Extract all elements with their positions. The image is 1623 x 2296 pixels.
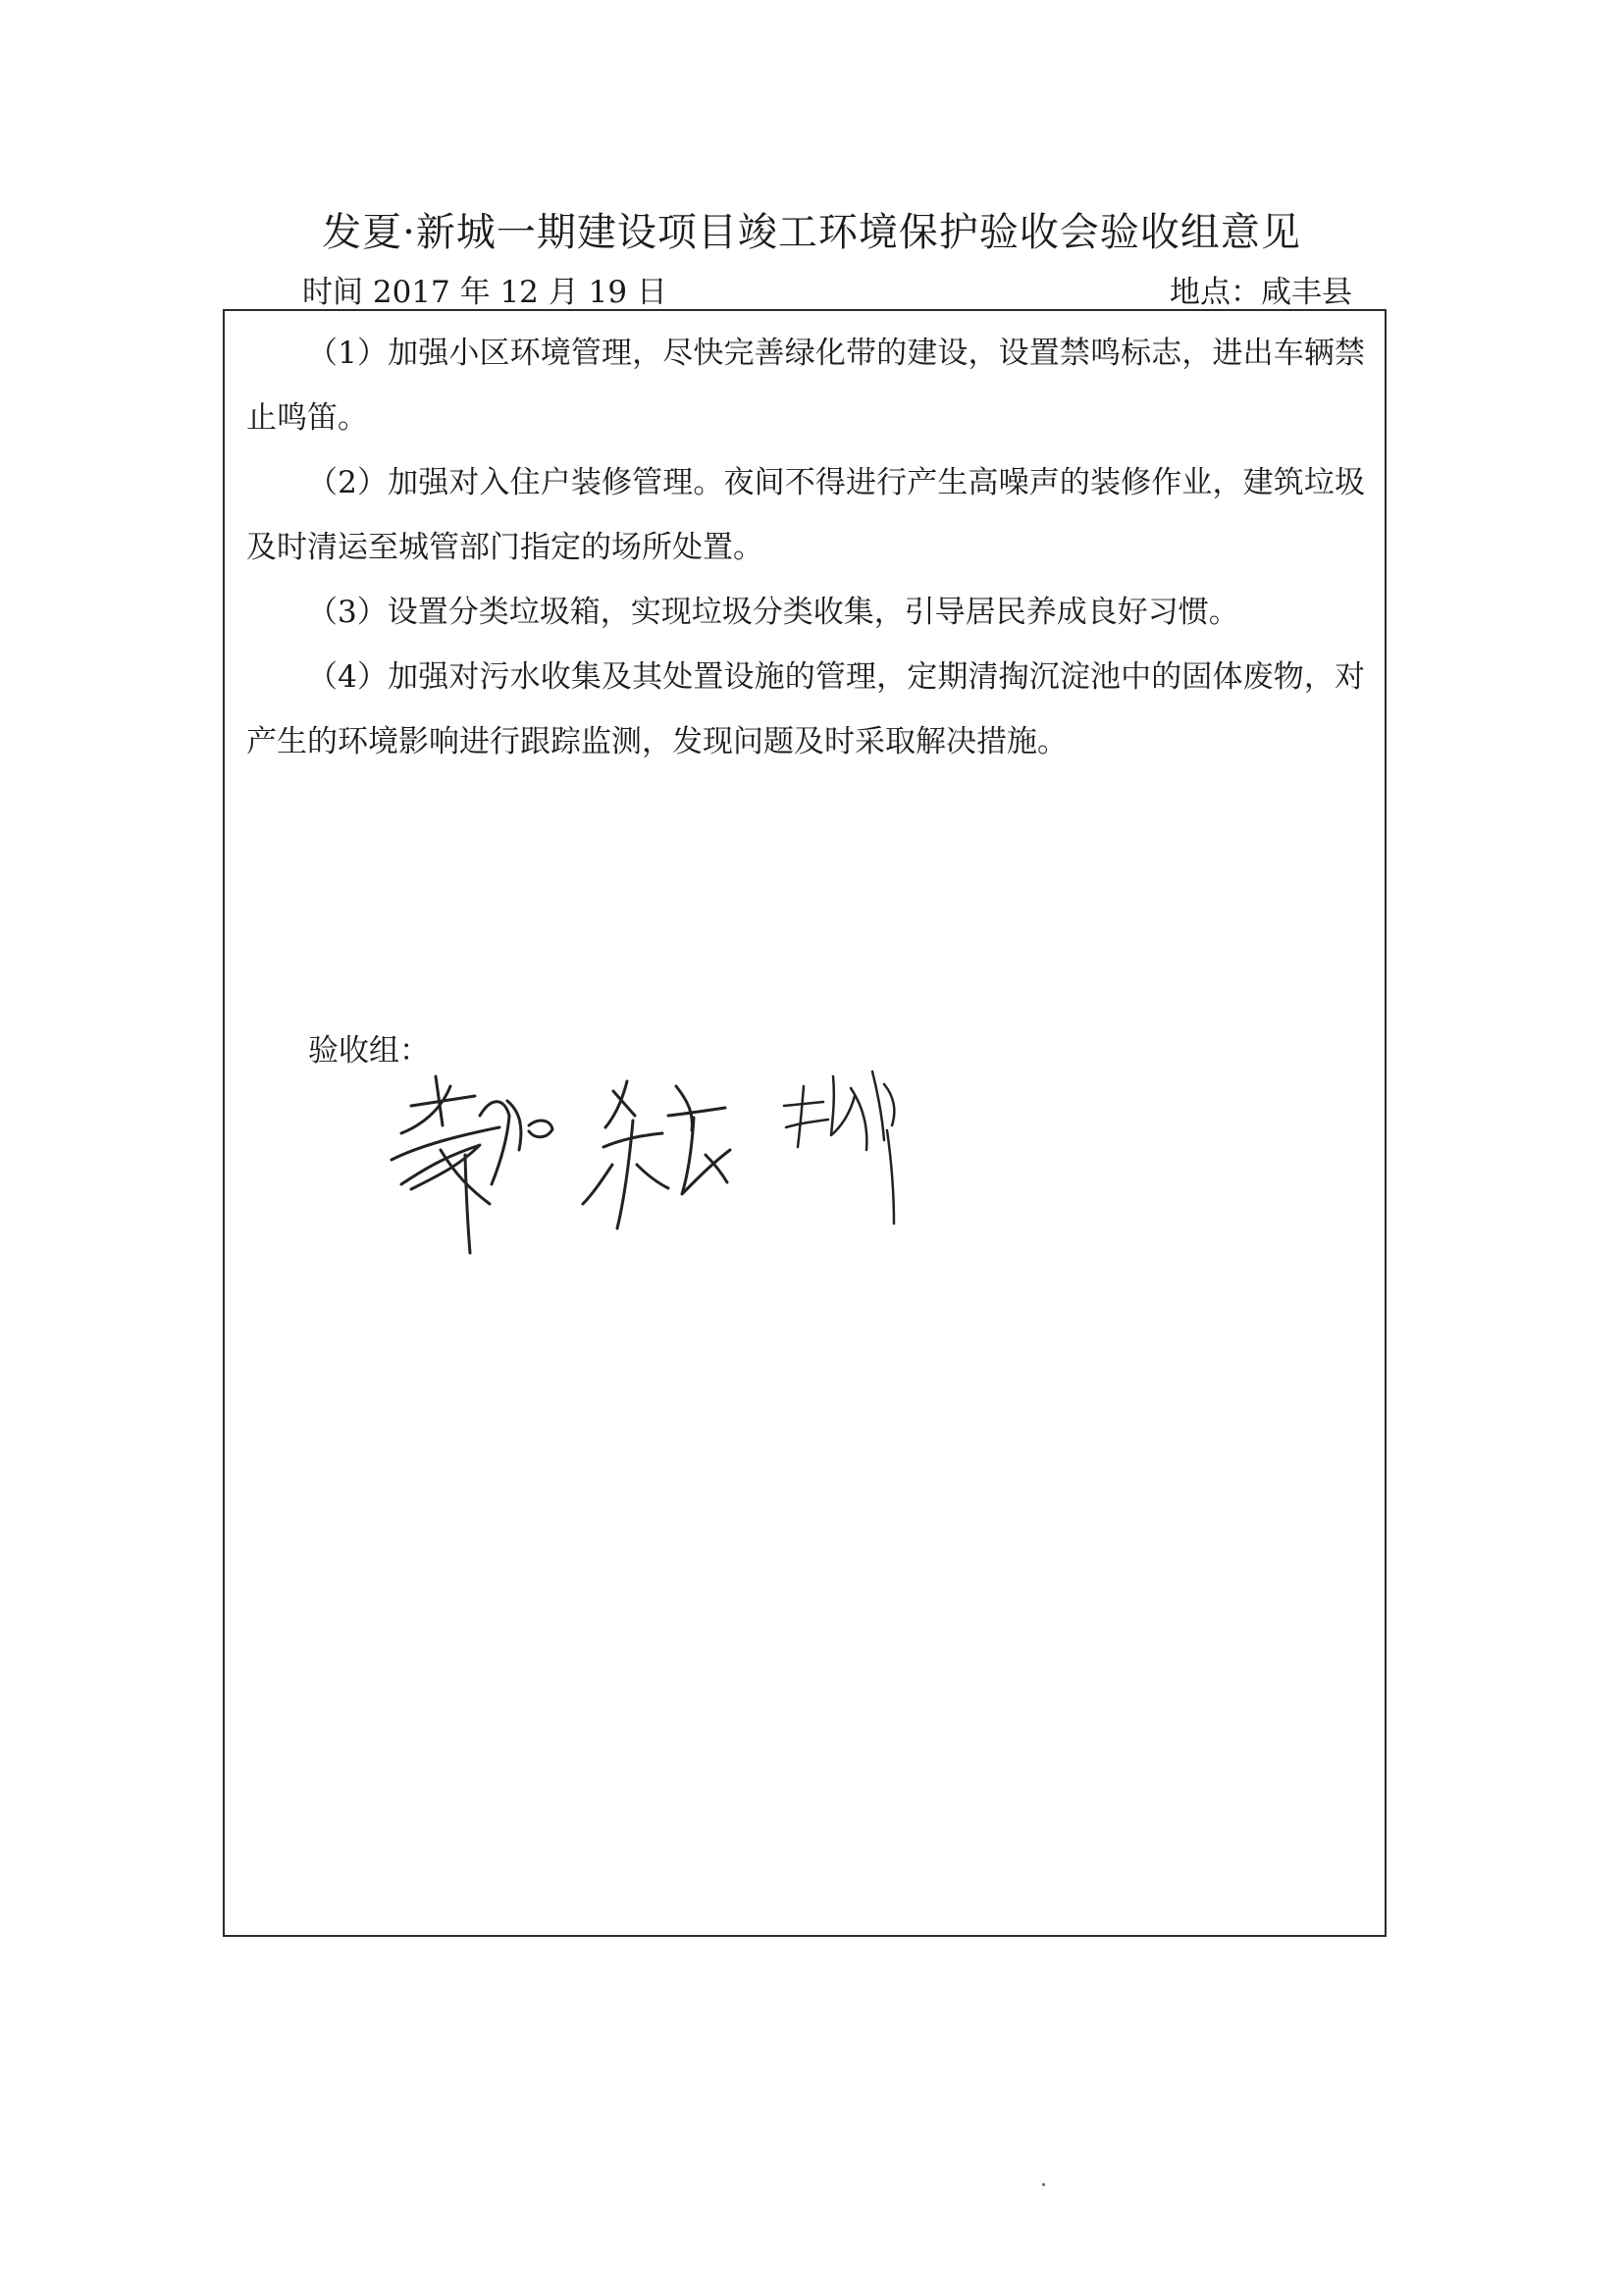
opinion-box xyxy=(223,309,1387,1937)
opinion-item-2: （2）加强对入住户装修管理。夜间不得进行产生高噪声的装修作业，建筑垃圾及时清运至城管部门指定的场所处置。 xyxy=(246,465,1365,565)
signature-3-icon xyxy=(784,1071,894,1224)
signature-2-icon xyxy=(583,1081,730,1228)
signature-1-icon xyxy=(392,1076,552,1253)
opinion-item-1: （1）加强小区环境管理，尽快完善绿化带的建设，设置禁鸣标志，进出车辆禁止鸣笛。 xyxy=(246,336,1365,436)
scan-speck xyxy=(1042,2183,1045,2186)
handwritten-signatures xyxy=(382,1057,931,1292)
meeting-time: 时间 2017 年 12 月 19 日 xyxy=(302,275,667,310)
opinion-item-4: （4）加强对污水收集及其处置设施的管理，定期清掏沉淀池中的固体废物，对产生的环境影响进行跟踪监测，发现问题及时采取解决措施。 xyxy=(246,659,1365,759)
inspection-group-label: 验收组： xyxy=(308,1033,430,1069)
meeting-place: 地点：咸丰县 xyxy=(1170,275,1352,310)
opinion-item-3: （3）设置分类垃圾箱，实现垃圾分类收集，引导居民养成良好习惯。 xyxy=(307,595,1239,630)
page-title: 发夏·新城一期建设项目竣工环境保护验收会验收组意见 xyxy=(322,210,1301,255)
opinion-list xyxy=(246,321,1365,774)
